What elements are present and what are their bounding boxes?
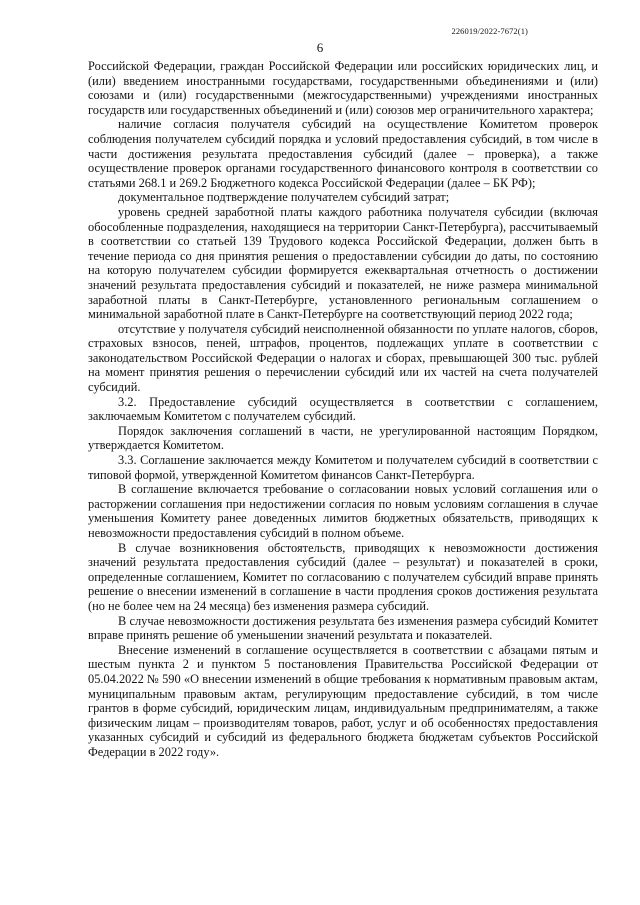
paragraph-impossibility: В случае невозможности достижения результата без изменения размера субсидий Комитет вправе принять решение об уменьшении значений результата и показателей. — [88, 613, 598, 643]
paragraph-circumstances: В случае возникновения обстоятельств, приводящих к невозможности достижения значений результата предоставления субсидий (далее – результат) и показателей в сроки, определенные соглашением, Комитет по согласованию с получателем субсидий вправе принять решение о внесении изменений в соглашение в части продления сроков достижения результата (но не более чем на 24 месяца) без изменения размера субсидий. — [88, 540, 598, 613]
paragraph-3-2: 3.2. Предоставление субсидий осуществляется в соответствии с соглашением, заключаемым Комитетом с получателем субсидий. — [88, 394, 598, 424]
paragraph-no-tax-debt: отсутствие у получателя субсидий неисполненной обязанности по уплате налогов, сборов, страховых взносов, пеней, штрафов, процентов, подлежащих уплате в соответствии с законодательством Российской Федерации о налогах и сборах, превышающей 300 тыс. рублей на момент принятия решения о перечислении субсидий или их частей на счета получателей субсидий. — [88, 321, 598, 395]
paragraph-amendments: Внесение изменений в соглашение осуществляется в соответствии с абзацами пятым и шестым пункта 2 и пунктом 5 постановления Правительства Российской Федерации от 05.04.2022 № 590 «О внесении изменений в общие требования к нормативным правовым актам, муниципальным правовым актам, регулирующим предоставление субсидий, в том числе грантов в форме субсидий, юридическим лицам, индивидуальным предпринимателям, а также физическим лицам – производителям товаров, работ, услуг и об особенностях предоставления указанных субсидий и субсидий из федерального бюджета бюджетам субъектов Российской Федерации в 2022 году». — [88, 642, 598, 759]
paragraph-cost-confirmation: документальное подтверждение получателем субсидий затрат; — [118, 190, 450, 205]
page-number: 6 — [316, 40, 324, 55]
paragraph-inspection-consent: наличие согласия получателя субсидий на осуществление Комитетом проверок соблюдения получателем субсидий порядка и условий предоставления субсидий, в том числе в части достижения результата предоставления субсидий (далее – проверка), а также осуществление проверок органами государственного финансового контроля в соответствии со статьями 268.1 и 269.2 Бюджетного кодекса Российской Федерации (далее – БК РФ); — [88, 117, 598, 190]
paragraph-continuation: Российской Федерации, граждан Российской Федерации или российских юридических лиц, и (или) введением иностранными государствами, государственными объединениями и (или) союзами и (или) государственными (межгосударственными) учреждениями иностранных государств или государственных объединений и (или) союзов мер ограничительного характера; — [88, 59, 598, 117]
paragraph-agreement-requirement: В соглашение включается требование о согласовании новых условий соглашения или о расторжении соглашения при недостижении согласия по новым условиям соглашения в случае уменьшения Комитету ранее доведенных лимитов бюджетных обязательств, приводящих к невозможности предоставления субсидий в полном объеме. — [88, 482, 598, 540]
document-body — [88, 59, 598, 760]
document-number: 226019/2022-7672(1) — [451, 26, 528, 36]
paragraph-average-salary: уровень средней заработной платы каждого работника получателя субсидии (включая обособленные подразделения, находящиеся на территории Санкт-Петербурга), рассчитываемый в соответствии со статьей 139 Трудового кодекса Российской Федерации, должен быть в течение периода со дня принятия решения о предоставлении субсидии до даты, по состоянию на которую получателем субсидии формируется ежеквартальная отчетность о достижении значений результата предоставления субсидий и показателей, не ниже размера минимальной заработной платы в Санкт-Петербурге, установленного региональным соглашением о минимальной заработной плате в Санкт-Петербурге на соответствующий период 2022 года; — [88, 204, 598, 322]
paragraph-3-3: 3.3. Соглашение заключается между Комитетом и получателем субсидий в соответствии с типовой формой, утвержденной Комитетом финансов Санкт-Петербурга. — [88, 453, 598, 482]
paragraph-agreement-procedure: Порядок заключения соглашений в части, не урегулированной настоящим Порядком, утверждается Комитетом. — [88, 423, 598, 453]
